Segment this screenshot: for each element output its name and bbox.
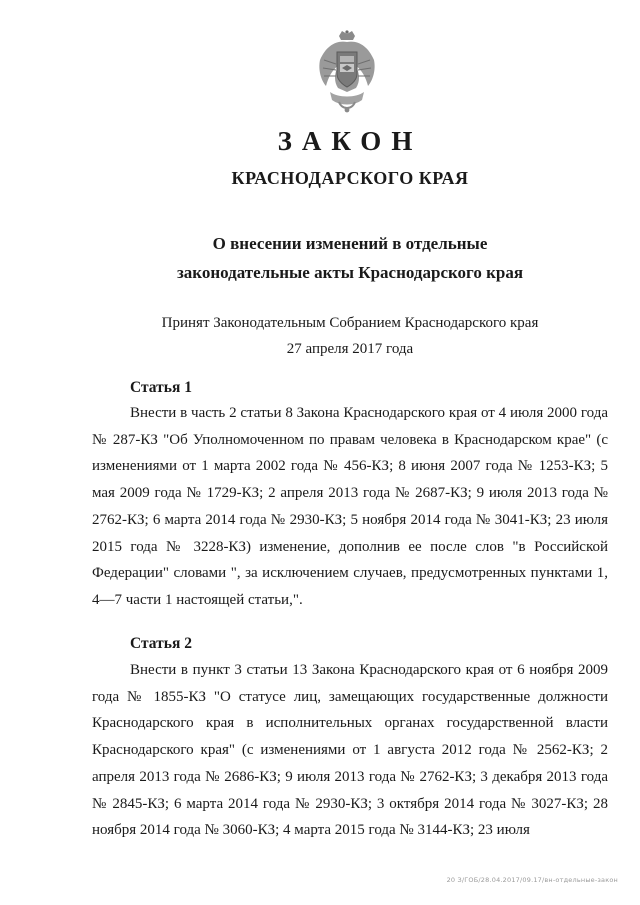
adoption-body: Принят Законодательным Собранием Краснодарского края — [161, 315, 539, 331]
law-heading: О внесении изменений в отдельные законодательные акты Краснодарского края — [176, 234, 524, 282]
region-subtitle: КРАСНОДАРСКОГО КРАЯ — [231, 168, 469, 188]
document-type-title: ЗАКОН — [277, 126, 423, 156]
article-2-text: Внести в пункт 3 статьи 13 Закона Краснодарского края от 6 ноября 2009 года № 1855-КЗ "О статусе лиц, замещающих государственные должности Краснодарского края в исполнительных органах государственной власти Краснодарского края" (с изменениями от 1 августа 2012 года № 2562-КЗ; 2 апреля 2013 года № 2686-КЗ; 9 июля 2013 года № 2762-КЗ; 3 декабря 2013 года № 2845-КЗ; 6 марта 2014 года № 2930-КЗ; 3 октября 2014 года № 3027-КЗ; 28 ноября 2014 года № 3060-КЗ; 4 марта 2015 года № 3144-КЗ; 23 июля — [92, 662, 608, 839]
article-1-text: Внести в часть 2 статьи 8 Закона Краснодарского края от 4 июля 2000 года № 287-КЗ "Об Уполномоченном по правам человека в Краснодарском крае" (с изменениями от 1 марта 2002 года № 456-КЗ; 8 июня 2007 года № 1253-КЗ; 5 мая 2009 года № 1729-КЗ; 2 апреля 2013 года № 2687-КЗ; 9 июля 2013 года № 2762-КЗ; 6 марта 2014 года № 2930-КЗ; 5 ноября 2014 года № 3041-КЗ; 23 июля 2015 года № 3228-КЗ) изменение, дополнив ее после слов "в Российской Федерации" словами ", за исключением случаев, предусмотренных пунктами 1, 4—7 части 1 настоящей статьи,". — [92, 405, 608, 608]
article-2-title: Статья 2 — [130, 635, 192, 652]
krasnodar-coat-of-arms-icon — [312, 30, 382, 114]
footer-document-code: 20 З/ГОБ/28.04.2017/09.17/вн-отдельные-закон — [446, 876, 618, 884]
adoption-date: 27 апреля 2017 года — [286, 341, 414, 357]
adoption-info — [150, 310, 550, 362]
article-1-title: Статья 1 — [130, 379, 192, 396]
